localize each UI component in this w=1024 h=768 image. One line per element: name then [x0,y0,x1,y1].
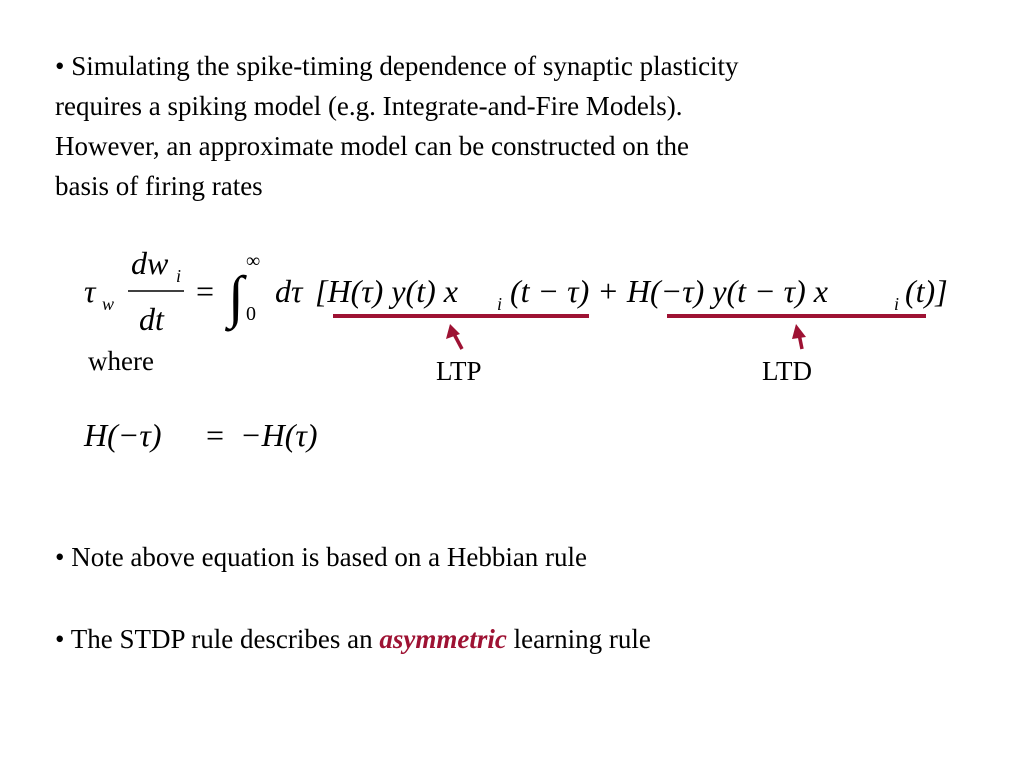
eq-ltd-subscript: i [894,294,900,314]
bullet-hebbian [55,537,955,577]
eq-ltp-term: [H(τ) y(t) x [315,273,458,309]
identity-lhs: H(−τ) [84,417,162,453]
eq-fraction-denominator: dt [139,301,164,337]
eq-lower-limit: 0 [246,303,256,325]
eq-tau: τ [84,273,96,309]
bullet-asymmetric-prefix: The STDP rule describes an [70,624,380,654]
where-label: where [88,346,154,376]
eq-dtau: dτ [275,273,303,309]
identity-rhs: −H(τ) [240,417,318,453]
bullet-asymmetric [55,619,955,659]
bullet-asymmetric-suffix: learning rule [506,624,651,654]
bullet-intro-line-3: However, an approximate model can be constructed on the [55,131,689,161]
ltd-label: LTD [762,356,813,386]
eq-fraction-numerator: dw [131,245,169,281]
eq-numerator-subscript: i [176,266,182,286]
bullet-intro-line-4: basis of firing rates [55,171,263,201]
identity-equals: = [206,417,225,453]
eq-ltd-tail: (t)] [905,273,948,309]
bullet-marker: • [55,51,65,81]
ltp-label: LTP [436,356,482,386]
eq-ltp-subscript: i [497,294,503,314]
bullet-marker: • [55,624,65,654]
eq-tau-subscript: w [102,294,115,314]
bullet-marker: • [55,542,65,572]
bullet-text: Simulating the spike-timing dependence of synaptic plasticity [71,51,739,81]
ltp-arrow [446,324,462,349]
ltd-arrow [792,324,806,349]
eq-equals: = [196,273,215,309]
eq-integral-sign: ∫ [228,264,244,329]
eq-upper-limit: ∞ [246,250,261,272]
eq-ltp-tail: (t − τ) + H(−τ) y(t − τ) x [510,273,828,309]
bullet-hebbian-text: Note above equation is based on a Hebbian rule [71,542,588,572]
asymmetric-highlight: asymmetric [379,624,507,654]
bullet-intro-line-2: requires a spiking model (e.g. Integrate-and-Fire Models). [55,91,683,121]
